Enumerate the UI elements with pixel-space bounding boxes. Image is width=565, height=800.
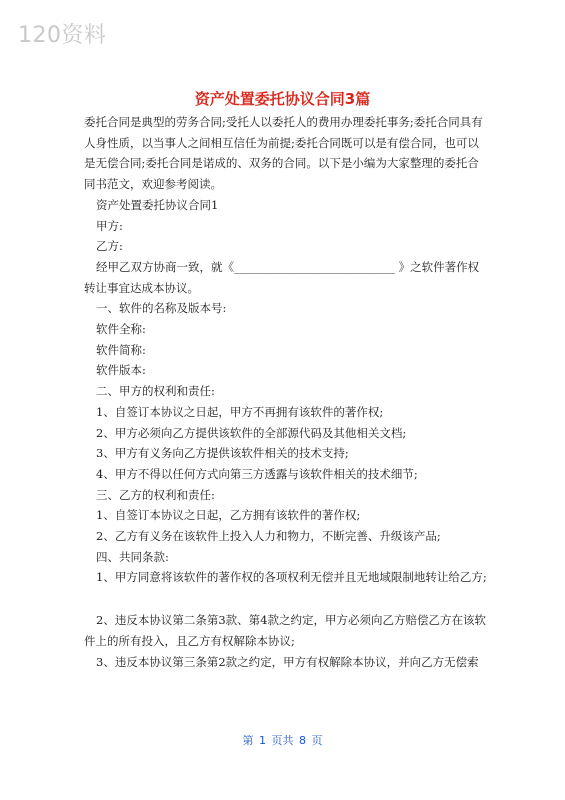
paragraph: 1、自签订本协议之日起，甲方不再拥有该软件的著作权;	[96, 404, 384, 419]
paragraph: 2、乙方有义务在该软件上投入人力和物力，不断完善、升级该产品;	[96, 529, 441, 544]
paragraph: 软件简称:	[96, 342, 146, 357]
paragraph: 二、甲方的权利和责任:	[96, 384, 215, 399]
footer-suffix: 页	[311, 734, 323, 747]
intro-paragraph: 委托合同是典型的劳务合同;受托人以委托人的费用办理委托事务;委托合同具有人身性质，以当事人之间相互信任为前提;委托合同既可以是有偿合同，也可以是无偿合同;委托合同是诺成的、双务的合同。以下是小编为大家整理的委托合同书范文，欢迎参考阅读。	[84, 115, 483, 192]
paragraph: 甲方:	[96, 218, 123, 233]
document-title: 资产处置委托协议合同3篇	[194, 90, 371, 108]
watermark: 120资料	[18, 23, 107, 48]
footer-middle: 页共	[271, 734, 294, 747]
paragraph: 4、甲方不得以任何方式向第三方透露与该软件相关的技术细节;	[96, 466, 418, 481]
paragraph: 四、共同条款:	[96, 549, 169, 564]
paragraph: 3、甲方有义务向乙方提供该软件相关的技术支持;	[96, 446, 349, 461]
paragraph: 3、违反本协议第三条第2款之约定，甲方有权解除本协议，并向乙方无偿索	[96, 654, 479, 669]
document-body	[84, 112, 488, 672]
paragraph: 1、自签订本协议之日起，乙方拥有该软件的著作权;	[96, 508, 361, 523]
paragraph-gap	[84, 588, 488, 610]
paragraph: 2、甲方必须向乙方提供该软件的全部源代码及其他相关文档;	[96, 425, 407, 440]
paragraph: 软件全称:	[96, 322, 146, 337]
paragraph: 乙方:	[96, 239, 123, 254]
paragraph: 2、违反本协议第二条第3款、第4款之约定，甲方必须向乙方赔偿乙方在该软件上的所有投入，且乙方有权解除本协议;	[84, 613, 486, 648]
paragraph: 1、甲方同意将该软件的著作权的各项权利无偿并且无地域限制地转让给乙方;	[96, 570, 487, 585]
footer-prefix: 第	[242, 734, 254, 747]
paragraph: 经甲乙双方协商一致，就《____________________________ 》之软件著作权转让事宜达成本协议。	[84, 259, 480, 295]
page-footer	[0, 732, 565, 748]
footer-page-number: 1	[259, 734, 266, 747]
footer-total-pages: 8	[299, 734, 306, 747]
paragraph: 资产处置委托协议合同1	[96, 197, 219, 212]
paragraph: 一、软件的名称及版本号:	[96, 301, 227, 316]
paragraph: 软件版本:	[96, 363, 146, 378]
paragraph: 三、乙方的权利和责任:	[96, 487, 215, 502]
